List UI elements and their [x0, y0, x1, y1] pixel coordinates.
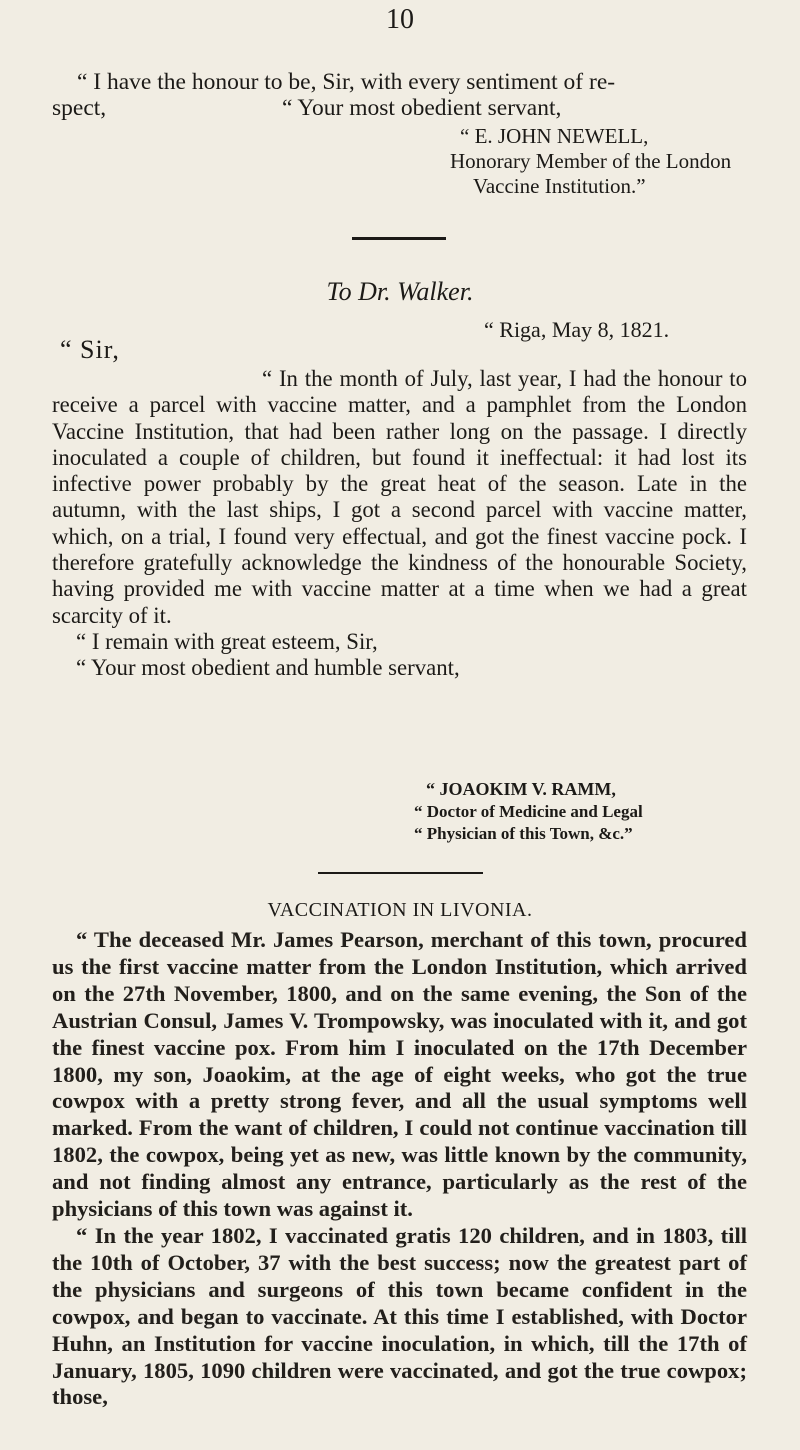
letter-dateline: “ Riga, May 8, 1821. [484, 317, 670, 342]
closing-signature-name: “ E. JOHN NEWELL, [460, 124, 649, 148]
letter-signature-name: “ JOAOKIM V. RAMM, [426, 779, 616, 799]
section-paragraph-1: “ The deceased Mr. James Pearson, merchant of this town, procured us the first vaccine matter from the London Institution, which arrived on the 27th November, 1800, and on the same evening, the Son of the Austrian Consul, James V. Trompowsky, was inoculated with it, and got the finest vaccine pox. From him I inoculated on the 17th December 1800, my son, Joaokim, at the age of eight weeks, who got the true cowpox with a pretty strong fever, and all the usual symptoms well marked. From the want of children, I could not continue vaccination till 1802, the cowpox, being yet as new, was little known by the community, and not finding almost any entrance, particularly as the rest of the physicians of this town was against it. [52, 927, 747, 1222]
section-body [52, 927, 747, 1411]
letter-body [52, 366, 747, 682]
letter-servant: “ Your most obedient and humble servant, [76, 655, 460, 681]
closing-signature-title-1: Honorary Member of the London [450, 149, 732, 173]
closing-line-2-right: “ Your most obedient servant, [282, 95, 562, 121]
letter-salutation: “ Sir, [60, 335, 120, 364]
closing-signature-title-2: Vaccine Institution.” [473, 174, 646, 198]
page-number: 10 [386, 4, 414, 35]
letter-remain: “ I remain with great esteem, Sir, [76, 628, 378, 654]
closing-line-1: “ I have the honour to be, Sir, with every sentiment of re- [77, 69, 616, 95]
letter-heading: To Dr. Walker. [326, 277, 474, 306]
closing-line-2-left: spect, [52, 95, 107, 121]
divider-long [318, 872, 483, 874]
section-paragraph-2: “ In the year 1802, I vaccinated gratis 120 children, and in 1803, till the 10th of October, 37 with the best success; now the greatest part of the physicians and surgeons of this town became confident in the cowpox, and began to vaccinate. At this time I established, with Doctor Huhn, an Institution for vaccine inoculation, in which, till the 17th of January, 1805, 1090 children were vaccinated, and got the true cowpox; those, [52, 1222, 747, 1410]
letter-paragraph: “ In the month of July, last year, I had the honour to receive a parcel with vaccine matter, and a pamphlet from the London Vaccine Institution, that had been rather long on the passage. I directly inoculated a couple of children, but found it ineffectual: it had lost its infective power probably by the great heat of the season. Late in the autumn, with the last ships, I got a second parcel with vaccine matter, which, on a trial, I found very effectual, and got the finest vaccine pock. I therefore gratefully acknowledge the kindness of the honourable Society, having provided me with vaccine matter at a time when we had a great scarcity of it. [52, 366, 747, 628]
letter-signature-title-2: “ Physician of this Town, &c.” [414, 824, 633, 843]
divider-short [352, 237, 446, 240]
letter-signature-title-1: “ Doctor of Medicine and Legal [414, 802, 643, 821]
section-title: VACCINATION IN LIVONIA. [267, 899, 533, 921]
